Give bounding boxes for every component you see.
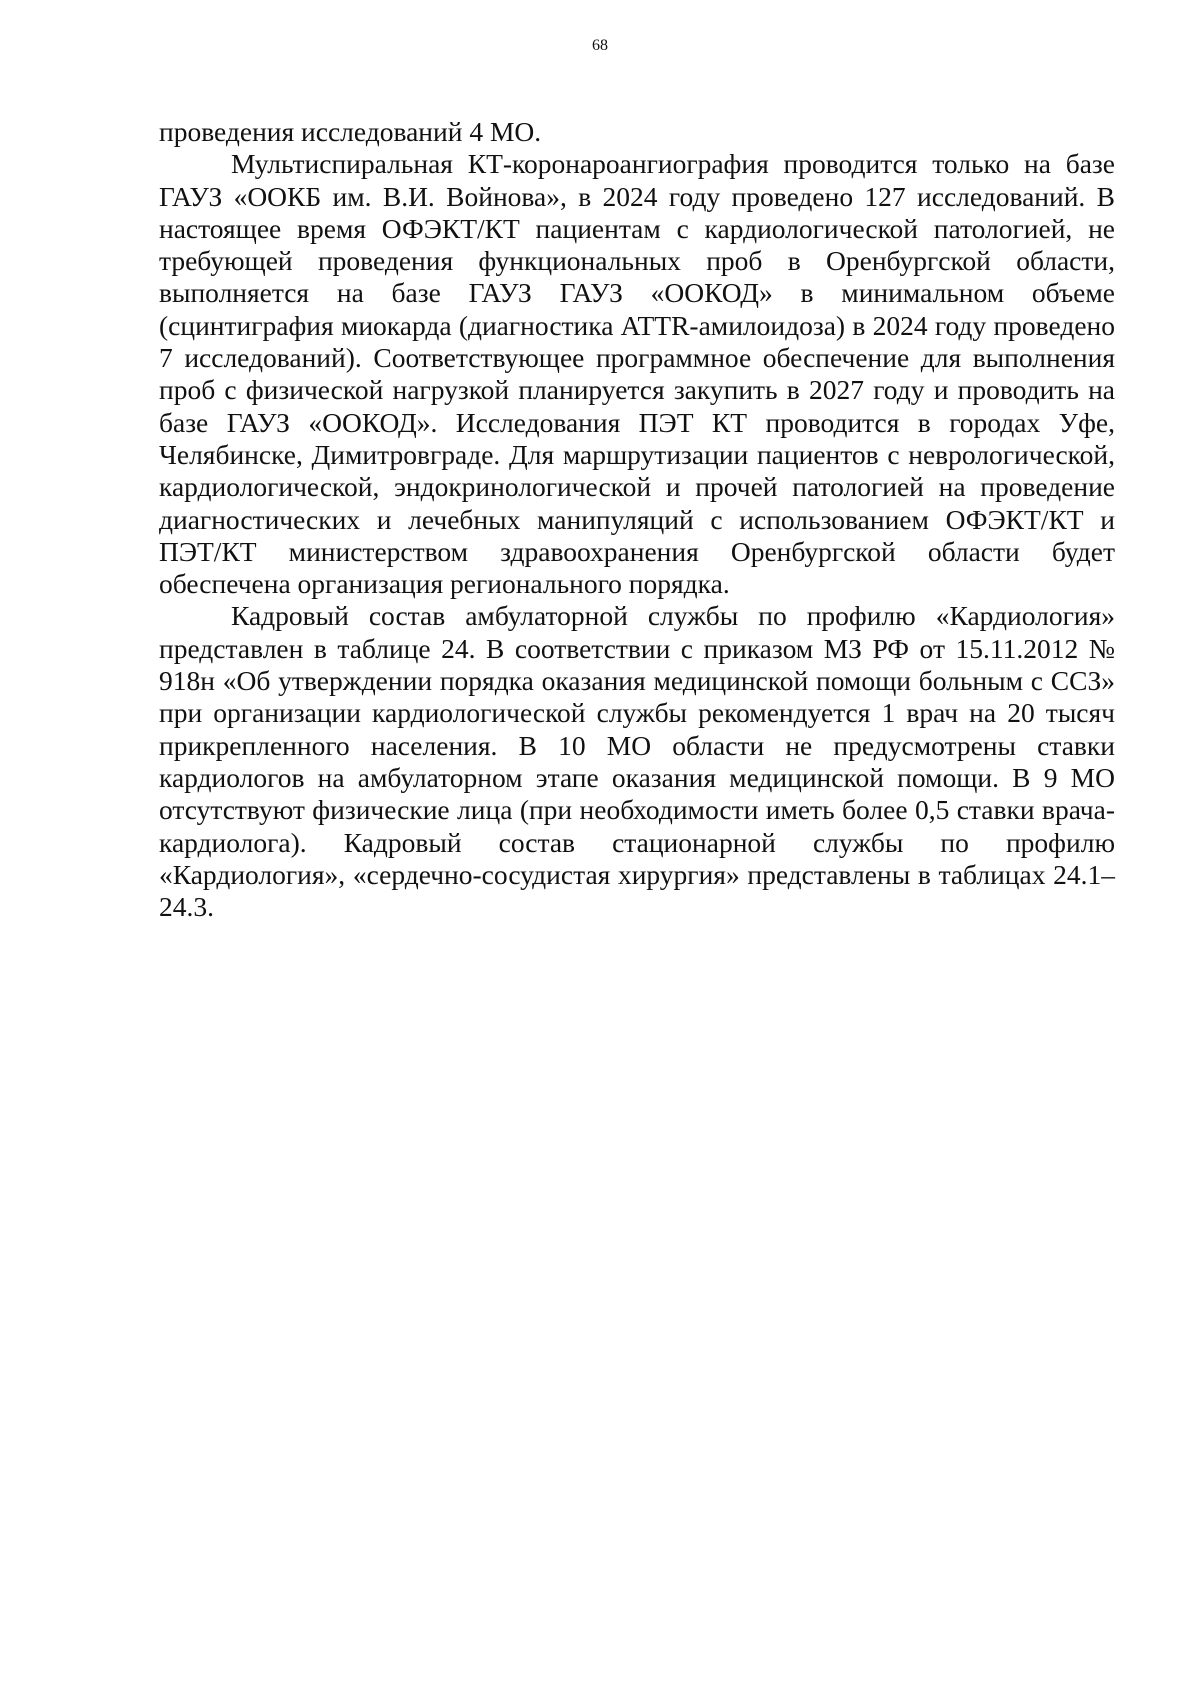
paragraph-staffing: Кадровый состав амбулаторной службы по профилю «Кардиология» представлен в таблице 24. В соответствии с приказом МЗ РФ от 15.11.2012 № 918н «Об утверждении порядка оказания медицинской помощи больным с ССЗ» при организации кардиологической службы рекомендуется 1 врач на 20 тысяч прикрепленного населения. В 10 МО области не предусмотрены ставки кардиологов на амбулаторном этапе оказания медицинской помощи. В 9 МО отсутствуют физические лица (при необходимости иметь более 0,5 ставки врача-кардиолога). Кадровый состав стационарной службы по профилю «Кардиология», «сердечно-сосудистая хирургия» представлены в таблицах 24.1–24.3.	[159, 600, 1115, 923]
paragraph-continuation: проведения исследований 4 МО.	[159, 116, 542, 147]
page-number: 68	[592, 37, 608, 54]
paragraph-ct-angiography: Мультиспиральная КТ-коронароангиография проводится только на базе ГАУЗ «ООКБ им. В.И. Войнова», в 2024 году проведено 127 исследований. В настоящее время ОФЭКТ/КТ пациентам с кардиологической патологией, не требующей проведения функциональных проб в Оренбургской области, выполняется на базе ГАУЗ ГАУЗ «ООКОД» в минимальном объеме (сцинтиграфия миокарда (диагностика ATTR-амилоидоза) в 2024 году проведено 7 исследований). Соответствующее программное обеспечение для выполнения проб с физической нагрузкой планируется закупить в 2027 году и проводить на базе ГАУЗ «ООКОД». Исследования ПЭТ КТ проводится в городах Уфе, Челябинске, Димитровграде. Для маршрутизации пациентов с неврологической, кардиологической, эндокринологической и прочей патологией на проведение диагностических и лечебных манипуляций с использованием ОФЭКТ/КТ и ПЭТ/КТ министерством здравоохранения Оренбургской области будет обеспечена организация регионального порядка.	[159, 148, 1115, 600]
document-body	[159, 116, 1115, 923]
